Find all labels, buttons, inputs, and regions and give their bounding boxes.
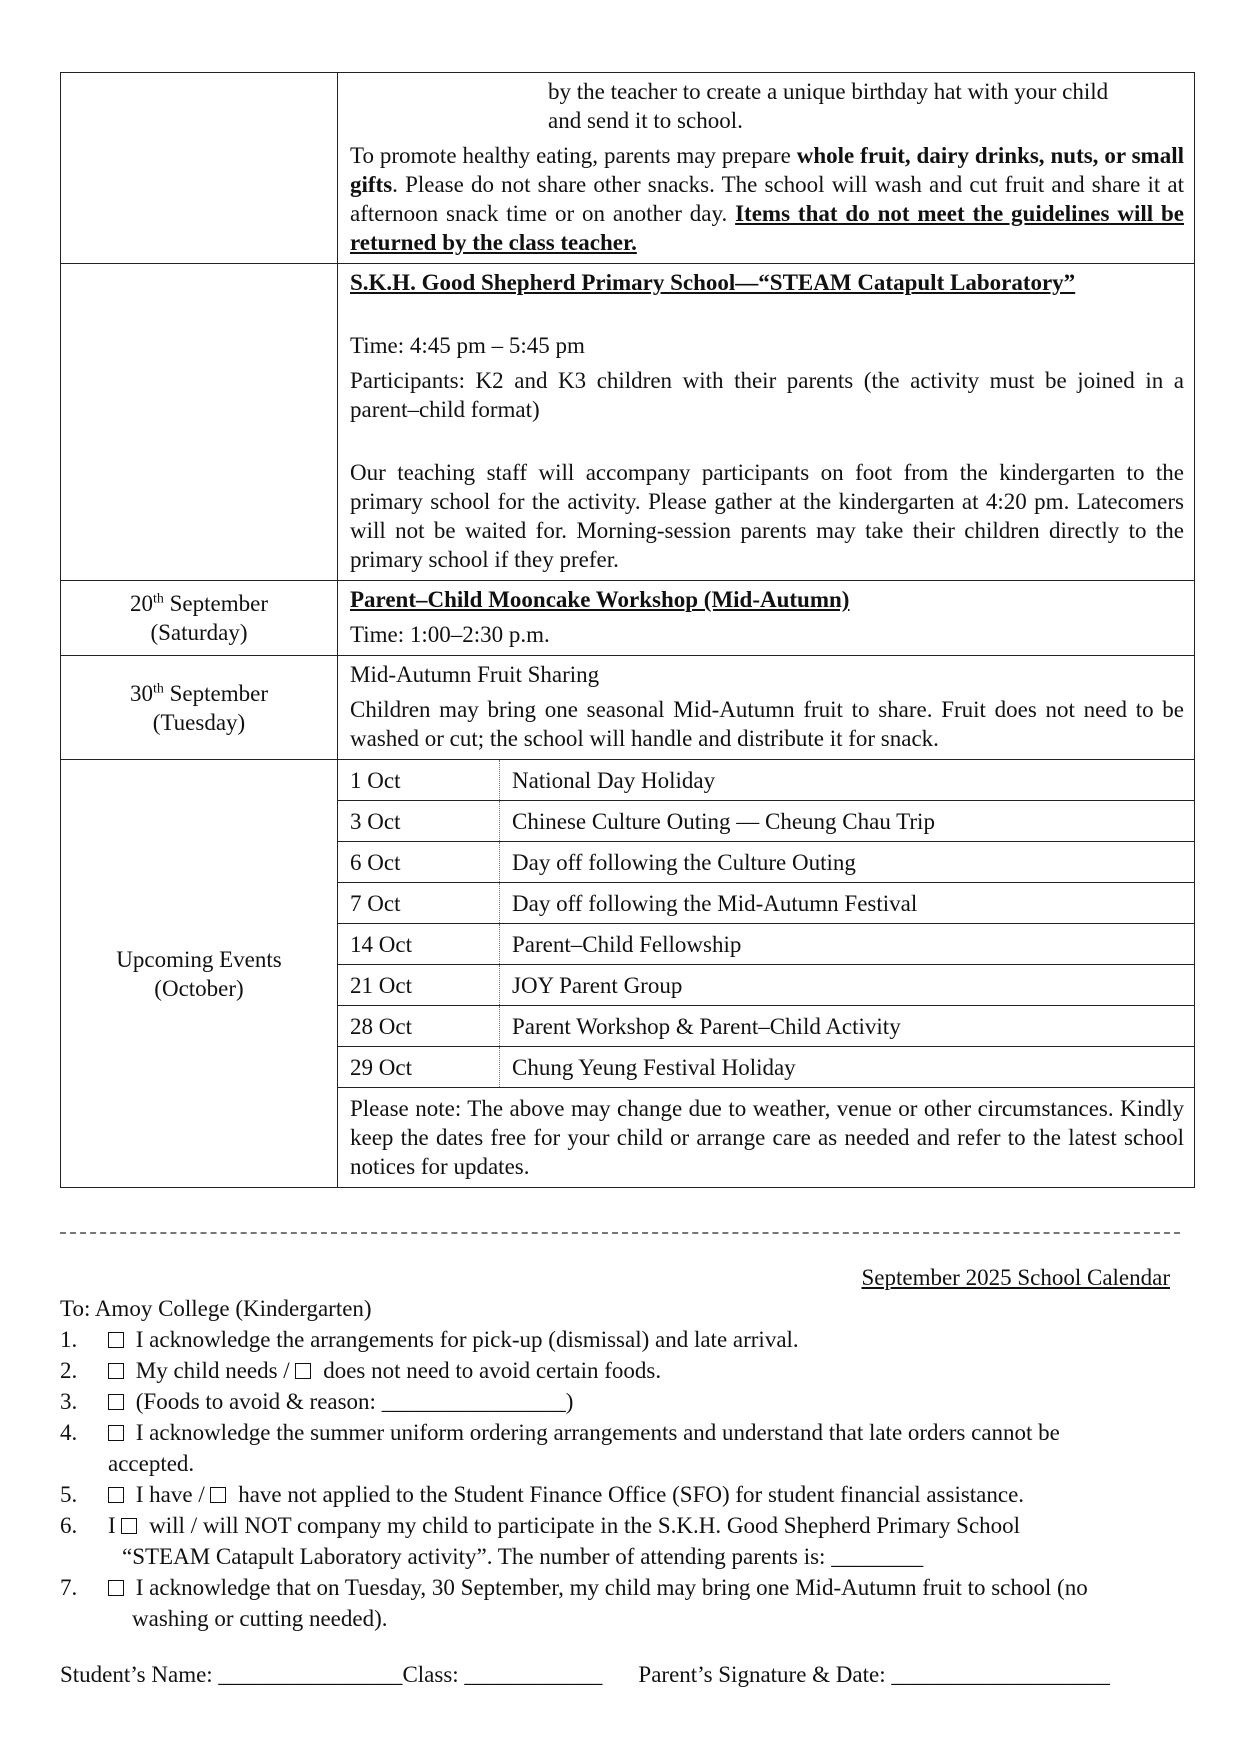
content-cell xyxy=(338,264,1195,581)
slip-title: September 2025 School Calendar xyxy=(861,1265,1170,1290)
date-cell-empty xyxy=(61,73,338,264)
event-row: 6 Oct Day off following the Culture Outing xyxy=(338,842,1194,883)
checkbox[interactable] xyxy=(108,1394,124,1410)
mooncake-workshop-title: Parent–Child Mooncake Workshop (Mid-Autumn) xyxy=(350,587,850,612)
event-row: 21 Oct JOY Parent Group xyxy=(338,965,1194,1006)
table-row xyxy=(61,264,1195,581)
event-row: 29 Oct Chung Yeung Festival Holiday xyxy=(338,1047,1194,1088)
content-cell xyxy=(338,656,1195,760)
slip-item: 3. (Foods to avoid & reason: ________________) xyxy=(60,1389,574,1414)
event-row: 1 Oct National Day Holiday xyxy=(338,760,1194,801)
upcoming-note: Please note: The above may change due to weather, venue or other circumstances. Kindly keep the dates free for your child or arrange care as needed and refer to the latest school notices for updates. xyxy=(350,1096,1184,1179)
checkbox[interactable] xyxy=(121,1518,137,1534)
parent-signature-field[interactable]: Parent’s Signature & Date: ___________________ xyxy=(638,1662,1110,1687)
fruit-sharing-description: Children may bring one seasonal Mid-Autumn fruit to share. Fruit does not need to be washed or cut; the school will handle and distribute it for snack. xyxy=(350,697,1184,751)
healthy-eating-paragraph: To promote healthy eating, parents may prepare whole fruit, dairy drinks, nuts, or small gifts. Please do not share other snacks. The school will wash and cut fruit and share it at afternoon snack time or on another day. Items that do not meet the guidelines will be returned by the class teacher. xyxy=(350,143,1184,255)
steam-lab-title: S.K.H. Good Shepherd Primary School—“STEAM Catapult Laboratory” xyxy=(350,270,1076,295)
upcoming-events-table xyxy=(338,760,1194,1187)
slip-item: 2. My child needs / does not need to avoid certain foods. xyxy=(60,1358,662,1383)
event-row: 7 Oct Day off following the Mid-Autumn Festival xyxy=(338,883,1194,924)
slip-recipient: To: Amoy College (Kindergarten) xyxy=(60,1296,372,1321)
slip-item: 5. I have / have not applied to the Student Finance Office (SFO) for student financial assistance. xyxy=(60,1482,1025,1507)
upcoming-label-cell: Upcoming Events (October) xyxy=(61,760,338,1188)
tear-off-line xyxy=(60,1232,1180,1234)
table-row xyxy=(61,581,1195,656)
student-name-field[interactable]: Student’s Name: ________________ xyxy=(60,1662,403,1687)
note-row xyxy=(338,1088,1194,1188)
slip-item: 1. I acknowledge the arrangements for pick-up (dismissal) and late arrival. xyxy=(60,1327,799,1352)
class-field[interactable]: Class: ____________ xyxy=(402,1662,603,1687)
steam-lab-description: Our teaching staff will accompany participants on foot from the kindergarten to the primary school for the activity. Please gather at the kindergarten at 4:20 pm. Latecomers will not be waited for. Morning-session parents may take their children directly to the primary school if they prefer. xyxy=(350,460,1184,572)
checkbox[interactable] xyxy=(108,1332,124,1348)
content-cell xyxy=(338,73,1195,264)
table-row xyxy=(61,760,1195,1188)
birthday-hat-text: by the teacher to create a unique birthday hat with your child xyxy=(548,79,1109,104)
birthday-hat-text-2: and send it to school. xyxy=(548,108,743,133)
checkbox[interactable] xyxy=(295,1363,311,1379)
date-cell-empty xyxy=(61,264,338,581)
checkbox[interactable] xyxy=(108,1580,124,1596)
checkbox[interactable] xyxy=(210,1487,226,1503)
event-row: 14 Oct Parent–Child Fellowship xyxy=(338,924,1194,965)
steam-lab-participants: Participants: K2 and K3 children with their parents (the activity must be joined in a parent–child format) xyxy=(350,368,1184,422)
fruit-sharing-title: Mid-Autumn Fruit Sharing xyxy=(350,662,600,687)
event-row: 28 Oct Parent Workshop & Parent–Child Activity xyxy=(338,1006,1194,1047)
table-row xyxy=(61,73,1195,264)
checkbox[interactable] xyxy=(108,1363,124,1379)
schedule-section xyxy=(60,72,1195,1188)
date-cell: 30th September (Tuesday) xyxy=(61,656,338,760)
table-row xyxy=(61,656,1195,760)
checkbox[interactable] xyxy=(108,1487,124,1503)
steam-lab-time: Time: 4:45 pm – 5:45 pm xyxy=(350,333,585,358)
slip-item: 4. I acknowledge the summer uniform ordering arrangements and understand that late orders cannot be accepted. xyxy=(60,1420,1060,1476)
content-cell xyxy=(338,581,1195,656)
checkbox[interactable] xyxy=(108,1425,124,1441)
upcoming-events-cell xyxy=(338,760,1195,1188)
mooncake-workshop-time: Time: 1:00–2:30 p.m. xyxy=(350,622,550,647)
schedule-table xyxy=(60,72,1195,1188)
slip-item: 7. I acknowledge that on Tuesday, 30 September, my child may bring one Mid-Autumn fruit to school (no washing or cutting needed). xyxy=(60,1575,1088,1631)
slip-item: 6. I will / will NOT company my child to participate in the S.K.H. Good Shepherd Primary School “STEAM Catapult Laboratory activity”. The number of attending parents is: ________ xyxy=(60,1513,1021,1569)
date-cell: 20th September (Saturday) xyxy=(61,581,338,656)
signature-line xyxy=(60,1660,1190,1690)
event-row: 3 Oct Chinese Culture Outing — Cheung Chau Trip xyxy=(338,801,1194,842)
reply-slip xyxy=(60,1262,1190,1634)
